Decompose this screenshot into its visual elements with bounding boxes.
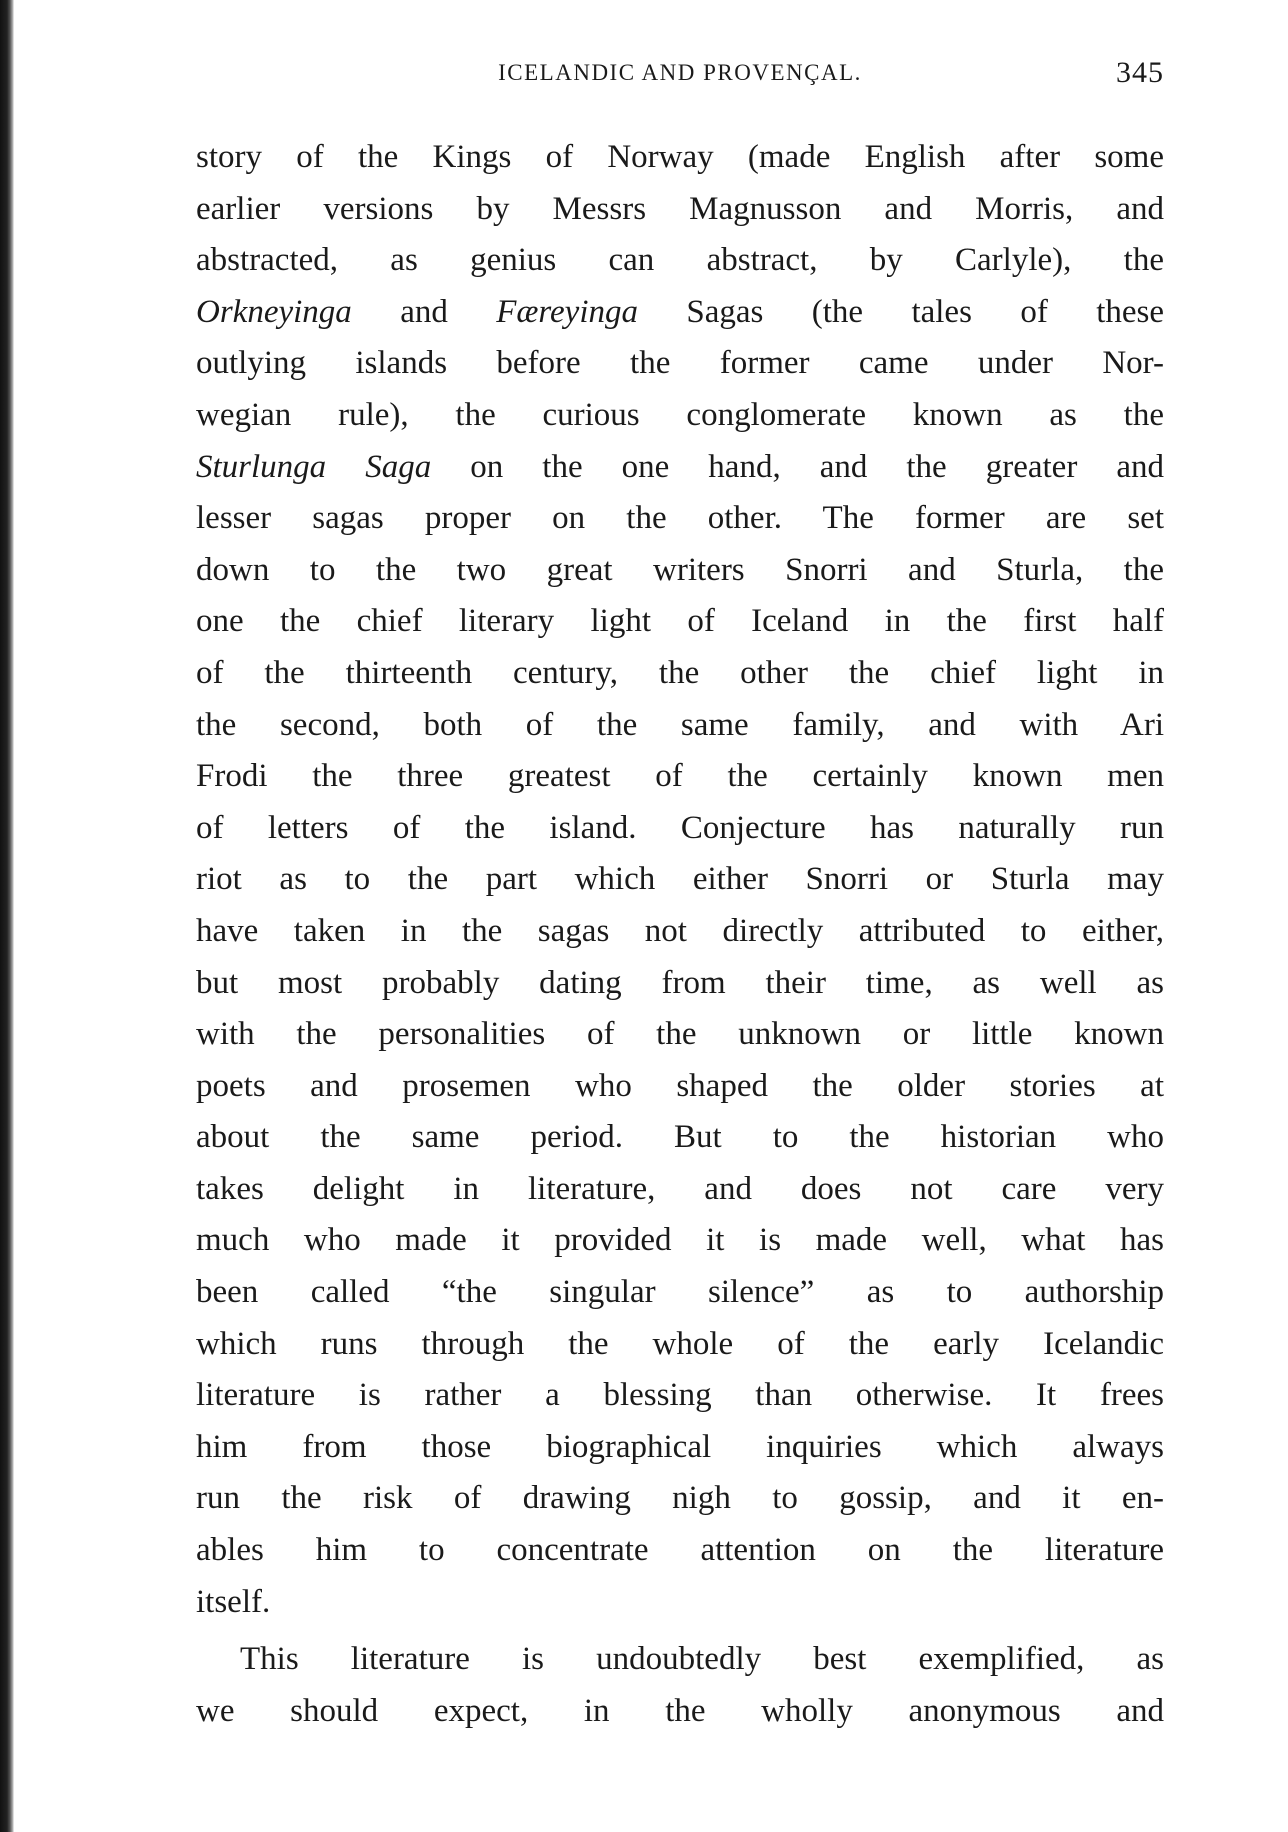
paragraph <box>196 1634 1164 1737</box>
text-line <box>196 1422 1164 1474</box>
text-run: and <box>351 293 497 330</box>
text-run: ables him to concentrate attention on the literature <box>196 1532 1164 1569</box>
running-title: ICELANDIC AND PROVENÇAL. <box>498 60 862 85</box>
text-run: have taken in the sagas not directly attributed to either, <box>196 912 1164 949</box>
text-run: which runs through the whole of the early Icelandic <box>196 1325 1164 1362</box>
text-run: literature is rather a blessing than otherwise. It frees <box>196 1377 1164 1414</box>
text-run: Sagas (the tales of these <box>637 293 1164 330</box>
text-line <box>196 1473 1164 1525</box>
binding-edge <box>0 0 14 1832</box>
text-line <box>196 1267 1164 1319</box>
page-number: 345 <box>1116 56 1164 89</box>
text-line <box>196 338 1164 390</box>
text-run: story of the Kings of Norway (made English after some <box>196 139 1164 175</box>
text-run: but most probably dating from their time, as well as <box>196 964 1164 1001</box>
text-line <box>196 235 1164 287</box>
text-run: takes delight in literature, and does not care very <box>196 1170 1164 1207</box>
body-text <box>196 132 1164 1737</box>
text-run: him from those biographical inquiries which always <box>196 1428 1164 1465</box>
text-line <box>196 854 1164 906</box>
text-line <box>196 1112 1164 1164</box>
text-line <box>196 493 1164 545</box>
text-line <box>196 1061 1164 1113</box>
text-line <box>196 287 1164 339</box>
text-line <box>196 1686 1164 1738</box>
text-line <box>196 648 1164 700</box>
text-run: of the thirteenth century, the other the chief light in <box>196 654 1164 691</box>
italic-title: Færeyinga <box>496 293 638 330</box>
text-run: run the risk of drawing nigh to gossip, and it en- <box>196 1480 1164 1517</box>
text-run: outlying islands before the former came under Nor- <box>196 345 1164 382</box>
text-run: Frodi the three greatest of the certainly known men <box>196 758 1164 795</box>
text-run: abstracted, as genius can abstract, by Carlyle), the <box>196 242 1164 279</box>
text-line <box>196 132 1164 184</box>
text-line <box>196 751 1164 803</box>
text-run: about the same period. But to the historian who <box>196 1119 1164 1156</box>
text-run: down to the two great writers Snorri and Sturla, the <box>196 551 1164 588</box>
text-line <box>196 803 1164 855</box>
text-run: wegian rule), the curious conglomerate known as the <box>196 396 1164 433</box>
text-line <box>196 184 1164 236</box>
text-run: lesser sagas proper on the other. The former are set <box>196 500 1164 537</box>
text-run: we should expect, in the wholly anonymous and <box>196 1692 1164 1729</box>
text-line <box>196 1577 1164 1629</box>
italic-title: Sturlunga Saga <box>196 448 432 485</box>
text-run: been called “the singular silence” as to authorship <box>196 1274 1164 1311</box>
text-line <box>196 1319 1164 1371</box>
text-line <box>196 442 1164 494</box>
text-line <box>196 906 1164 958</box>
paragraph <box>196 132 1164 1628</box>
text-run: itself. <box>196 1583 271 1620</box>
text-line <box>196 1164 1164 1216</box>
text-line <box>196 390 1164 442</box>
text-run: the second, both of the same family, and with Ari <box>196 706 1164 743</box>
running-head <box>196 56 1164 96</box>
text-run: earlier versions by Messrs Magnusson and Morris, and <box>196 190 1164 227</box>
text-line <box>196 1370 1164 1422</box>
text-line <box>196 1525 1164 1577</box>
text-line <box>196 545 1164 597</box>
text-line <box>196 1215 1164 1267</box>
text-line <box>196 700 1164 752</box>
text-run: one the chief literary light of Iceland in the first half <box>196 603 1164 640</box>
text-run: riot as to the part which either Snorri or Sturla may <box>196 861 1164 898</box>
text-line <box>196 1634 1164 1686</box>
text-run: much who made it provided it is made well, what has <box>196 1222 1164 1259</box>
text-run: with the personalities of the unknown or little known <box>196 1016 1164 1053</box>
text-run: poets and prosemen who shaped the older stories at <box>196 1067 1164 1104</box>
text-run: of letters of the island. Conjecture has naturally run <box>196 809 1164 846</box>
text-line <box>196 596 1164 648</box>
text-line <box>196 958 1164 1010</box>
text-line <box>196 1009 1164 1061</box>
text-run: This literature is undoubtedly best exemplified, as <box>240 1641 1164 1678</box>
italic-title: Orkneyinga <box>196 293 352 330</box>
text-run: on the one hand, and the greater and <box>431 448 1164 485</box>
